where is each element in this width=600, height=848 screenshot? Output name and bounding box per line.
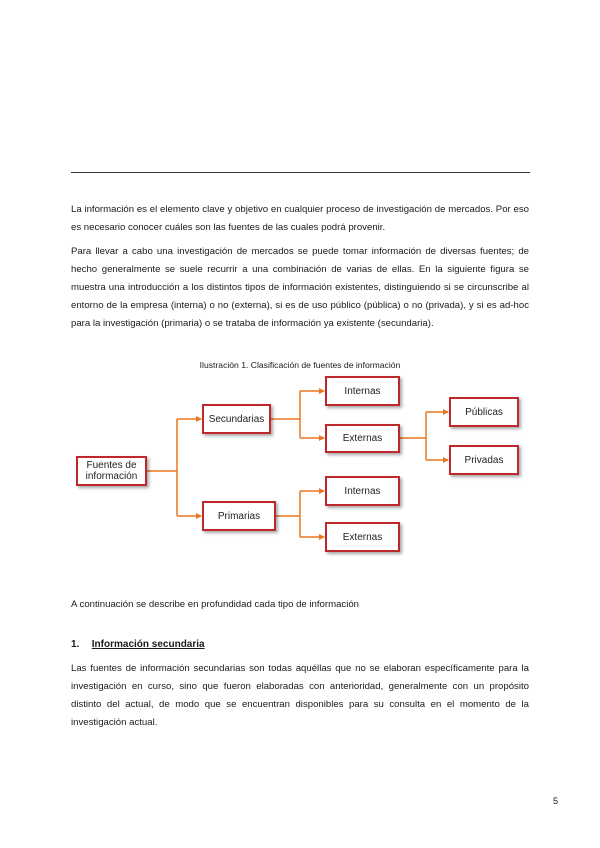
connector-root (147, 419, 177, 516)
figure-caption: Ilustración 1. Clasificación de fuentes de información (199, 360, 401, 370)
paragraph-intro: La información es el elemento clave y objetivo en cualquier proceso de investigación de mercados. Por eso es necesario conocer cuáles son las fuentes de las cuales podrá provenir. (71, 204, 529, 233)
node-publicas: Públicas (449, 397, 519, 427)
section-number: 1. (71, 639, 80, 650)
node-privadas: Privadas (449, 445, 519, 475)
paragraph-sources: Para llevar a cabo una investigación de mercados se puede tomar información de diversas fuentes; de hecho generalmente se suele recurrir a una combinación de varias de ellas. En la siguiente figura se muestra una introducción a los distintos tipos de información existentes, distinguiendo si se circunscribe al entorno de la empresa (interna) o no (externa), si es de uso público (pública) o no (privada), y si es ad-hoc para la investigación (primaria) o se trataba de información ya existente (secundaria). (71, 246, 529, 329)
connector-externas (400, 412, 426, 460)
node-internas-primarias: Internas (325, 476, 400, 506)
node-externas-secundarias: Externas (325, 424, 400, 453)
connector-primarias (276, 491, 300, 537)
page-number: 5 (553, 796, 559, 806)
node-externas-primarias: Externas (325, 522, 400, 552)
node-fuentes-informacion: Fuentes de información (76, 456, 147, 486)
node-internas-secundarias: Internas (325, 376, 400, 406)
section-title: Información secundaria (91, 639, 205, 650)
node-primarias: Primarias (202, 501, 276, 531)
paragraph-continuation: A continuación se describe en profundidad cada tipo de información (71, 599, 360, 610)
section-heading (71, 639, 205, 650)
node-secundarias: Secundarias (202, 404, 271, 434)
paragraph-secondary-info: Las fuentes de información secundarias son todas aquéllas que no se elaboran específicamente para la investigación en curso, sino que fueron elaboradas con anterioridad, generalmente con un propósito distinto del actual, de modo que se encuentran disponibles para su consulta en el momento de la investigación actual. (71, 663, 529, 728)
connector-secundarias (271, 391, 300, 438)
